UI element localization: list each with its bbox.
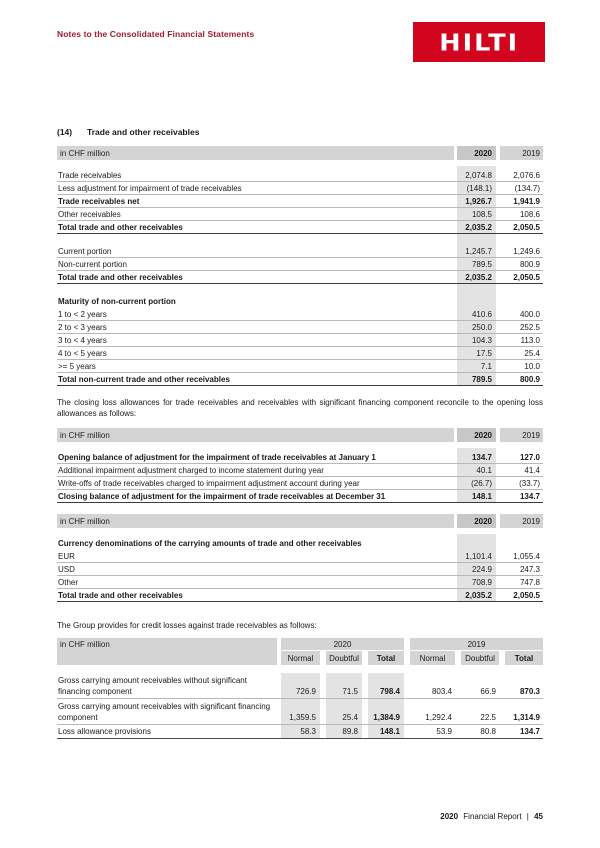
row-label: Maturity of non-current portion (58, 297, 176, 306)
value-2019: 252.5 (519, 322, 540, 332)
section-title (57, 127, 199, 137)
row-label: Currency denominations of the carrying amounts of trade and other receivables (58, 539, 362, 548)
value-2019: 108.6 (519, 209, 540, 219)
column-header-2019: 2019 (500, 146, 543, 160)
row-label: Loss allowance provisions (58, 727, 151, 736)
table-body (57, 166, 543, 386)
value-2019: 41.4 (524, 465, 540, 475)
row-label: Trade receivables net (58, 196, 140, 206)
row-label: Closing balance of adjustment for the impairment of trade receivables at December 31 (58, 491, 386, 501)
unit-label: in CHF million (57, 428, 454, 442)
row-label: Opening balance of adjustment for the impairment of trade receivables at January 1 (58, 452, 376, 462)
column-header-2020: 2020 (457, 514, 496, 528)
column-header-normal: Normal (410, 651, 455, 665)
value-2019: 134.7 (519, 491, 540, 501)
table-trade-receivables (57, 146, 543, 386)
column-header-normal: Normal (281, 651, 320, 665)
footer-year: 2020 (440, 812, 459, 821)
table-row (57, 699, 543, 725)
row-label: Additional impairment adjustment charged to income statement during year (58, 465, 324, 475)
value-2020-total: 798.4 (379, 687, 400, 696)
sub-headers-2019 (410, 651, 543, 665)
value-2019-normal: 1,292.4 (425, 713, 452, 722)
value-2020: (148.1) (466, 183, 492, 193)
column-header-2019: 2019 (500, 514, 543, 528)
value-2019-doubtful: 80.8 (480, 727, 496, 736)
table-row (57, 334, 543, 347)
column-header-total: Total (505, 651, 543, 665)
table-row (57, 234, 543, 245)
table-body (57, 448, 543, 503)
row-label: Total trade and other receivables (58, 222, 183, 232)
value-2019-normal: 53.9 (436, 727, 452, 736)
row-label: 3 to < 4 years (58, 335, 107, 345)
footer-divider: | (526, 812, 529, 821)
value-2020: 250.0 (471, 322, 492, 332)
value-2019: 2,050.5 (513, 222, 540, 232)
value-2020: 2,074.8 (465, 170, 492, 180)
value-2020-doubtful: 89.8 (342, 727, 358, 736)
table-row (57, 208, 543, 221)
table-header (57, 146, 543, 160)
table-row (57, 563, 543, 576)
hilti-logo-text: HILTI (439, 28, 519, 56)
paragraph-loss-allowances: The closing loss allowances for trade receivables and receivables with significant financing component reconcile to the opening loss allowances as follows: (57, 398, 543, 418)
column-group-2019 (410, 638, 543, 665)
value-2019: 2,050.5 (513, 272, 540, 282)
value-2019: 127.0 (519, 452, 540, 462)
table-row (57, 195, 543, 208)
table-credit-losses (57, 638, 543, 739)
value-2019: 247.3 (519, 564, 540, 574)
value-2019: 25.4 (524, 348, 540, 358)
value-2020: 7.1 (480, 361, 492, 371)
value-2020: 134.7 (471, 452, 492, 462)
value-2020: 1,101.4 (465, 551, 492, 561)
table-row (57, 490, 543, 503)
value-2019-total: 134.7 (519, 727, 540, 736)
table-row (57, 576, 543, 589)
value-2020: 2,035.2 (465, 222, 492, 232)
table-header (57, 638, 543, 665)
unit-label: in CHF million (57, 638, 277, 665)
value-2019: 800.9 (519, 259, 540, 269)
table-impairment-reconciliation (57, 428, 543, 503)
group-header-2019: 2019 (410, 638, 543, 651)
table-row (57, 373, 543, 386)
table-row (57, 221, 543, 234)
table-body (57, 534, 543, 602)
table-row (57, 550, 543, 563)
row-label: Other receivables (58, 209, 121, 219)
value-2019: (33.7) (519, 478, 540, 488)
footer-label: Financial Report (463, 812, 522, 821)
column-group-2020 (281, 638, 404, 665)
table-row (57, 258, 543, 271)
table-row (57, 725, 543, 739)
value-2020: 410.6 (471, 309, 492, 319)
row-label: 1 to < 2 years (58, 309, 107, 319)
value-2020: 148.1 (471, 491, 492, 501)
row-label: Current portion (58, 246, 112, 256)
value-2019: 2,050.5 (513, 590, 540, 600)
value-2019-doubtful: 66.9 (480, 687, 496, 696)
table-row (57, 477, 543, 490)
table-currency-denominations (57, 514, 543, 602)
document-header-title: Notes to the Consolidated Financial Statements (57, 29, 255, 39)
row-label: Less adjustment for impairment of trade receivables (58, 183, 242, 193)
table-row (57, 308, 543, 321)
row-label: Write-offs of trade receivables charged to impairment adjustment account during year (58, 478, 360, 488)
unit-label: in CHF million (57, 146, 454, 160)
row-label: Gross carrying amount receivables with significant financing component (58, 702, 271, 722)
table-row (57, 464, 543, 477)
table-row (57, 673, 543, 699)
value-2020: 17.5 (476, 348, 492, 358)
value-2019: 2,076.6 (513, 170, 540, 180)
value-2019: 1,249.6 (513, 246, 540, 256)
value-2020: 108.5 (471, 209, 492, 219)
value-2019: 747.8 (519, 577, 540, 587)
value-2020-total: 148.1 (379, 727, 400, 736)
table-row (57, 321, 543, 334)
row-label: USD (58, 564, 75, 574)
value-2019-normal: 803.4 (431, 687, 452, 696)
value-2019: (134.7) (514, 183, 540, 193)
sub-headers-2020 (281, 651, 404, 665)
value-2020-normal: 726.9 (295, 687, 316, 696)
row-label: Total non-current trade and other receivables (58, 374, 230, 384)
column-header-2019: 2019 (500, 428, 543, 442)
table-row (57, 589, 543, 602)
value-2019: 1,941.9 (513, 196, 540, 206)
value-2020: 2,035.2 (465, 590, 492, 600)
row-label: Non-current portion (58, 259, 127, 269)
table-header (57, 428, 543, 442)
paragraph-credit-losses: The Group provides for credit losses against trade receivables as follows: (57, 621, 317, 630)
table-body (57, 673, 543, 739)
value-2019: 10.0 (524, 361, 540, 371)
table-row (57, 245, 543, 258)
value-2020-total: 1,384.9 (373, 713, 400, 722)
value-2019: 800.9 (519, 374, 540, 384)
value-2020: 1,926.7 (465, 196, 492, 206)
row-label: Gross carrying amount receivables without significant financing component (58, 676, 247, 696)
value-2020: 40.1 (476, 465, 492, 475)
value-2020: (26.7) (471, 478, 492, 488)
section-number: (14) (57, 127, 73, 137)
row-label: Other (58, 577, 79, 587)
value-2020: 789.5 (471, 259, 492, 269)
value-2020-normal: 58.3 (300, 727, 316, 736)
value-2020: 224.9 (471, 564, 492, 574)
section-title-text: Trade and other receivables (87, 127, 200, 137)
row-label: EUR (58, 551, 75, 561)
value-2020: 1,245.7 (465, 246, 492, 256)
table-header (57, 514, 543, 528)
column-header-2020: 2020 (457, 146, 496, 160)
value-2020-doubtful: 71.5 (342, 687, 358, 696)
value-2019-total: 1,314.9 (513, 713, 540, 722)
value-2019: 1,055.4 (513, 551, 540, 561)
row-label: Total trade and other receivables (58, 272, 183, 282)
value-2019-total: 870.3 (519, 687, 540, 696)
row-label: Trade receivables (58, 170, 122, 180)
table-row (57, 360, 543, 373)
value-2020: 104.3 (471, 335, 492, 345)
value-2019: 400.0 (519, 309, 540, 319)
page-footer (57, 812, 543, 821)
hilti-logo (413, 22, 545, 62)
value-2019-doubtful: 22.5 (480, 713, 496, 722)
table-row (57, 284, 543, 295)
column-header-total: Total (368, 651, 404, 665)
row-label: Total trade and other receivables (58, 590, 183, 600)
value-2019: 113.0 (520, 335, 540, 345)
column-header-2020: 2020 (457, 428, 496, 442)
value-2020-normal: 1,359.5 (289, 713, 316, 722)
column-header-doubtful: Doubtful (326, 651, 362, 665)
value-2020: 708.9 (471, 577, 492, 587)
table-row (57, 295, 543, 308)
group-header-2020: 2020 (281, 638, 404, 651)
row-label: >= 5 years (58, 361, 96, 371)
table-row (57, 451, 543, 464)
value-2020: 789.5 (471, 374, 492, 384)
table-row (57, 169, 543, 182)
value-2020: 2,035.2 (465, 272, 492, 282)
footer-page-number: 45 (534, 812, 543, 821)
value-2020-doubtful: 25.4 (342, 713, 358, 722)
column-header-doubtful: Doubtful (461, 651, 499, 665)
row-label: 2 to < 3 years (58, 322, 107, 332)
table-row (57, 271, 543, 284)
table-row (57, 347, 543, 360)
unit-label: in CHF million (57, 514, 454, 528)
table-row (57, 182, 543, 195)
table-row (57, 537, 543, 550)
row-label: 4 to < 5 years (58, 348, 107, 358)
